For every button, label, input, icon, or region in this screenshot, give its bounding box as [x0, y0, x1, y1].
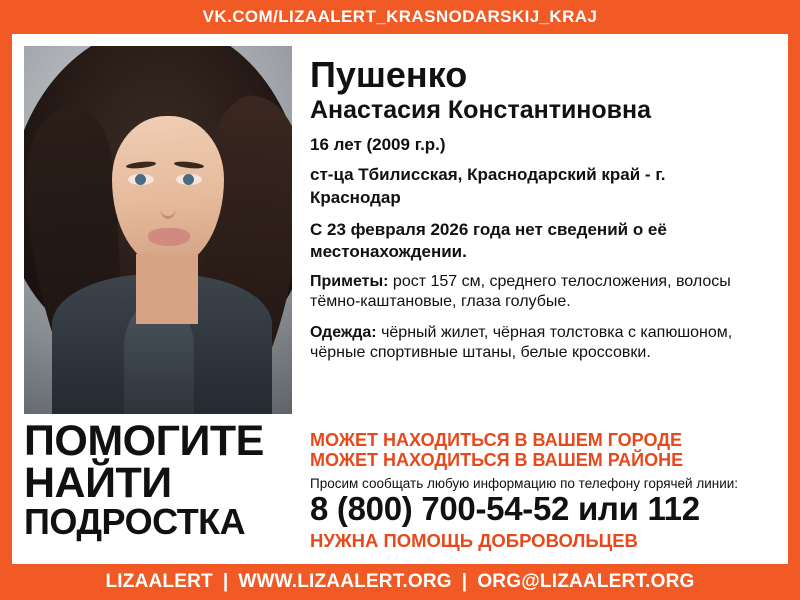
- footer-separator-2: |: [461, 571, 468, 592]
- alert-district-line: МОЖЕТ НАХОДИТЬСЯ В ВАШЕМ РАЙОНЕ: [310, 450, 684, 471]
- photo-nose: [160, 196, 176, 219]
- signs-label: Приметы:: [310, 272, 389, 290]
- vk-link-text[interactable]: VK.COM/LIZAALERT_KRASNODARSKIJ_KRAJ: [202, 7, 598, 26]
- top-banner: [0, 0, 800, 34]
- person-location-line1: ст-ца Тбилисская, Краснодарский край - г.: [310, 164, 666, 184]
- person-first-patronymic: Анастасия Константиновна: [310, 95, 652, 124]
- hotline-label: Просим сообщать любую информацию по телефону горячей линии:: [310, 476, 739, 492]
- photo-lips: [148, 228, 190, 246]
- footer-banner: [0, 564, 800, 600]
- missing-since-text: С 23 февраля 2026 года нет сведений о её местонахождении.: [310, 220, 667, 261]
- clothes-paragraph: [310, 323, 772, 364]
- left-column: [12, 34, 302, 564]
- footer-website[interactable]: WWW.LIZAALERT.ORG: [238, 571, 452, 592]
- volunteers-needed-line: НУЖНА ПОМОЩЬ ДОБРОВОЛЬЦЕВ: [310, 530, 638, 551]
- right-column: [302, 34, 788, 564]
- alert-city-line: МОЖЕТ НАХОДИТЬСЯ В ВАШЕМ ГОРОДЕ: [310, 430, 683, 451]
- footer-separator-1: |: [222, 571, 229, 592]
- hotline-phone[interactable]: 8 (800) 700-54-52 или 112: [310, 490, 700, 528]
- help-headline-line1: ПОМОГИТЕ: [24, 417, 264, 465]
- person-location-line2: Краснодар: [310, 188, 401, 208]
- person-last-name: Пушенко: [310, 54, 468, 95]
- help-headline-line3: ПОДРОСТКА: [24, 501, 246, 543]
- help-headline-line2: НАЙТИ: [24, 459, 172, 508]
- signs-text: рост 157 см, среднего телосложения, волосы тёмно-каштановые, глаза голубые.: [310, 272, 731, 311]
- help-headline: [24, 417, 292, 543]
- person-age: 16 лет (2009 г.р.): [310, 134, 446, 154]
- signs-paragraph: [310, 272, 772, 313]
- photo-neck: [136, 254, 198, 324]
- footer-brand: LIZAALERT: [105, 571, 213, 592]
- clothes-label: Одежда:: [310, 323, 377, 341]
- photo-pupil-right: [183, 174, 194, 185]
- spacer: [310, 364, 772, 430]
- person-photo: [24, 46, 292, 414]
- photo-pupil-left: [135, 174, 146, 185]
- poster-card: [12, 34, 788, 564]
- clothes-text: чёрный жилет, чёрная толстовка с капюшоном, чёрные спортивные штаны, белые кроссовки.: [310, 323, 733, 362]
- footer-email[interactable]: ORG@LIZAALERT.ORG: [477, 571, 695, 592]
